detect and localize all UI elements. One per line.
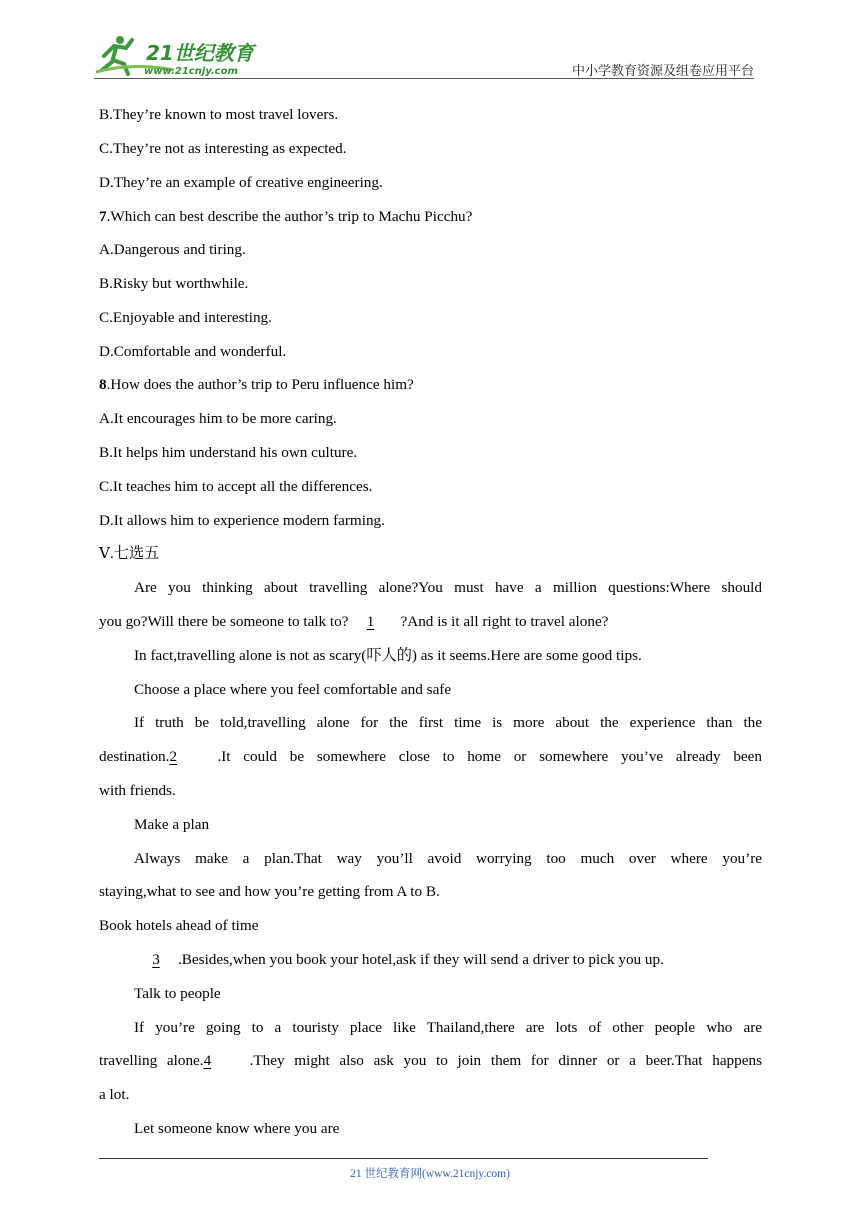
q7-stem-text: .Which can best describe the author’s trip to Machu Picchu?: [106, 208, 473, 225]
passage-p6-line3: a lot.: [99, 1086, 130, 1103]
q7-option-a: A.Dangerous and tiring.: [99, 241, 246, 258]
footer-divider: [99, 1158, 708, 1159]
blank-4: 4: [203, 1052, 212, 1069]
q8-option-c: C.It teaches him to accept all the differences.: [99, 478, 373, 495]
q6-option-b: B.They’re known to most travel lovers.: [99, 106, 339, 123]
page-header: [94, 34, 754, 80]
heading-choose-place: Choose a place where you feel comfortable and safe: [134, 681, 452, 698]
header-divider: [94, 78, 754, 79]
q7-stem: [99, 207, 472, 227]
header-platform-text: 中小学教育资源及组卷应用平台: [571, 63, 754, 78]
passage-p2: In fact,travelling alone is not as scary(吓人的) as it seems.Here are some good tips.: [134, 647, 642, 664]
svg-text:21世纪教育: 21世纪教育: [146, 41, 254, 65]
q8-option-b: B.It helps him understand his own culture.: [99, 444, 358, 461]
passage-p4-line2: staying,what to see and how you’re getting from A to B.: [99, 883, 440, 900]
q8-stem: [99, 375, 414, 395]
q8-option-a: A.It encourages him to be more caring.: [99, 410, 337, 427]
21cnjy-logo: [94, 34, 264, 78]
passage-p1-line2: you go?Will there be someone to talk to? 1 ?And is it all right to travel alone?: [99, 613, 609, 630]
q8-number: 8: [99, 376, 107, 393]
passage-p3-line1: If truth be told,travelling alone for the first time is more about the experience than the: [134, 714, 762, 731]
q7-number: 7: [99, 208, 107, 225]
q7-option-b: B.Risky but worthwhile.: [99, 275, 249, 292]
heading-make-plan: Make a plan: [134, 816, 210, 833]
q6-option-c: C.They’re not as interesting as expected.: [99, 140, 347, 157]
footer-link[interactable]: 21 世纪教育网(www.21cnjy.com): [350, 1168, 510, 1180]
q6-option-d: D.They’re an example of creative engineering.: [99, 174, 383, 191]
q7-option-c: C.Enjoyable and interesting.: [99, 309, 272, 326]
q7-option-d: D.Comfortable and wonderful.: [99, 343, 287, 360]
section-title: Ⅴ.七选五: [99, 545, 160, 562]
heading-talk-to-people: Talk to people: [134, 985, 221, 1002]
blank-1: 1: [366, 613, 375, 630]
passage-p6-line1: If you’re going to a touristy place like Thailand,there are lots of other people who are: [134, 1019, 762, 1036]
blank-2: 2: [169, 748, 178, 765]
blank-3: 3: [152, 951, 160, 968]
passage-p3-line3: with friends.: [99, 782, 176, 799]
svg-text:www.21cnjy.com: www.21cnjy.com: [144, 66, 238, 77]
passage-p1-line1: Are you thinking about travelling alone?You must have a million questions:Where should: [134, 579, 762, 596]
passage-p6-line2: travelling alone.4 .They might also ask you to join them for dinner or a beer.That happens: [99, 1052, 762, 1069]
q8-option-d: D.It allows him to experience modern farming.: [99, 512, 385, 529]
heading-let-someone-know: Let someone know where you are: [134, 1120, 340, 1137]
passage-p3-line2: destination.2 .It could be somewhere close to home or somewhere you’ve already been: [99, 748, 762, 765]
q8-stem-text: .How does the author’s trip to Peru influence him?: [106, 376, 414, 393]
passage-p5: 3 .Besides,when you book your hotel,ask if they will send a driver to pick you up.: [134, 950, 664, 970]
heading-book-hotels: Book hotels ahead of time: [99, 917, 259, 934]
passage-p4-line1: Always make a plan.That way you’ll avoid worrying too much over where you’re: [134, 850, 762, 867]
